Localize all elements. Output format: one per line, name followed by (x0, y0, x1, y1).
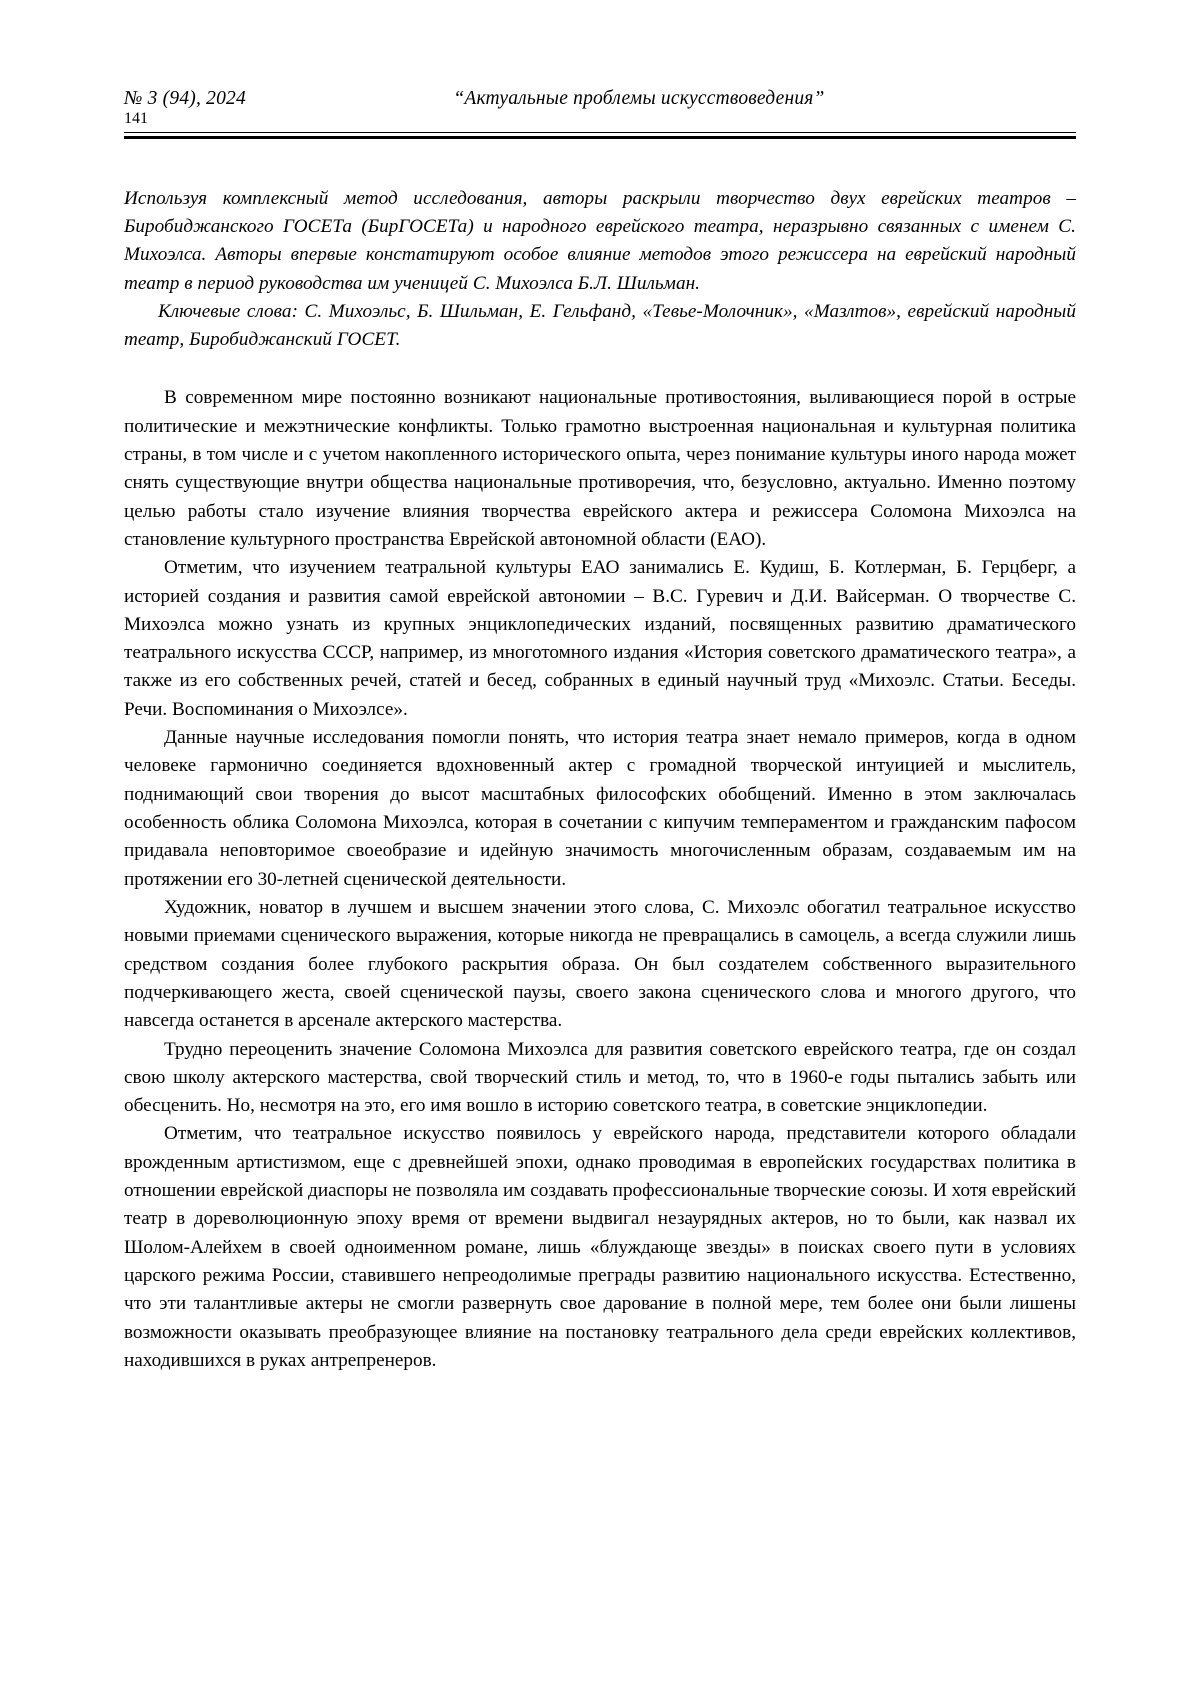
keywords-text: Ключевые слова: С. Михоэльс, Б. Шильман, Е. Гельфанд, «Тевье-Молочник», «Мазлтов», еврейский народный театр, Биробиджанский ГОСЕТ. (124, 300, 1076, 351)
body-paragraph: Художник, новатор в лучшем и высшем значении этого слова, С. Михоэлс обогатил театральное искусство новыми приемами сценического выражения, которые никогда не превращались в самоцель, а всегда служили лишь средством создания более глубокого раскрытия образа. Он был создателем собственного выразительного подчеркивающего жеста, своей сценической паузы, своего закона сценического слова и многого другого, что навсегда останется в арсенале актерского мастерства. (124, 896, 1076, 1032)
header-divider (124, 132, 1076, 139)
abstract-text: Используя комплексный метод исследования, авторы раскрыли творчество двух еврейских театров – Биробиджанского ГОСЕТа (БирГОСЕТа) и народного еврейского театра, неразрывно связанных с именем С. Михоэлса. Авторы впервые констатируют особое влияние методов этого режиссера на еврейский народный театр в период руководства им ученицей С. Михоэлса Б.Л. Шильман. (124, 188, 1076, 294)
running-head (124, 88, 1076, 110)
divider-line-thick (124, 136, 1076, 139)
body-paragraph: Трудно переоценить значение Соломона Михоэлса для развития советского еврейского театра, где он создал свою школу актерского мастерства, свой творческий стиль и метод, то, что в 1960-е годы пытались забыть или обесценить. Но, несмотря на это, его имя вошло в историю советского театра, в советские энциклопедии. (124, 1038, 1076, 1117)
article-body (124, 384, 1076, 1375)
body-paragraph: Отметим, что изучением театральной культуры ЕАО занимались Е. Кудиш, Б. Котлерман, Б. Герцберг, а историей создания и развития самой еврейской автономии – В.С. Гуревич и Д.И. Вайсерман. О творчестве С. Михоэлса можно узнать из крупных энциклопедических изданий, посвященных развитию драматического театрального искусства СССР, например, из многотомного издания «История советского драматического театра», а также из его собственных речей, статей и бесед, собранных в единый научный труд «Михоэлс. Статьи. Беседы. Речи. Воспоминания о Михоэлсе». (124, 557, 1076, 720)
body-paragraph: Отметим, что театральное искусство появилось у еврейского народа, представители которого обладали врожденным артистизмом, еще с древнейшей эпохи, однако проводимая в европейских государствах политика в отношении еврейской диаспоры не позволяла им создавать профессиональные творческие союзы. И хотя еврейский театр в дореволюционную эпоху время от времени выдвигал незаурядных актеров, но то были, как назвал их Шолом-Алейхем в своей одноименном романе, лишь «блуждающе звезды» в поисках своего пути в условиях царского режима России, ставившего непреодолимые преграды развитию национального искусства. Естественно, что эти талантливые актеры не смогли развернуть свое дарование в полной мере, тем более они были лишены возможности оказывать преобразующее влияние на постановку театрального дела среди еврейских коллективов, находившихся в руках антрепренеров. (124, 1123, 1076, 1371)
issue-number: № 3 (94), 2024 (124, 88, 246, 109)
body-paragraph: В современном мире постоянно возникают национальные противостояния, выливающиеся порой в острые политические и межэтнические конфликты. Только грамотно выстроенная национальная и культурная политика страны, в том числе и с учетом накопленного исторического опыта, через понимание культуры иного народа может снять существующие внутри общества национальные противоречия, что, безусловно, актуально. Именно поэтому целью работы стало изучение влияния творчества еврейского актера и режиссера Соломона Михоэлса на становление культурного пространства Еврейской автономной области (ЕАО). (124, 387, 1076, 550)
abstract-block (124, 185, 1076, 354)
page-number: 141 (124, 110, 148, 127)
body-paragraph: Данные научные исследования помогли понять, что история театра знает немало примеров, когда в одном человеке гармонично соединяется вдохновенный актер с громадной творческой интуицией и мыслитель, поднимающий свои творения до высот масштабных философских обобщений. Именно в этом заключалась особенность облика Соломона Михоэлса, которая в сочетании с кипучим темпераментом и гражданским пафосом придавала неповторимое своеобразие и идейную значимость многочисленным образам, создаваемым им на протяжении его 30-летней сценической деятельности. (124, 727, 1076, 890)
journal-title: “Актуальные проблемы искусствоведения” (453, 88, 825, 109)
